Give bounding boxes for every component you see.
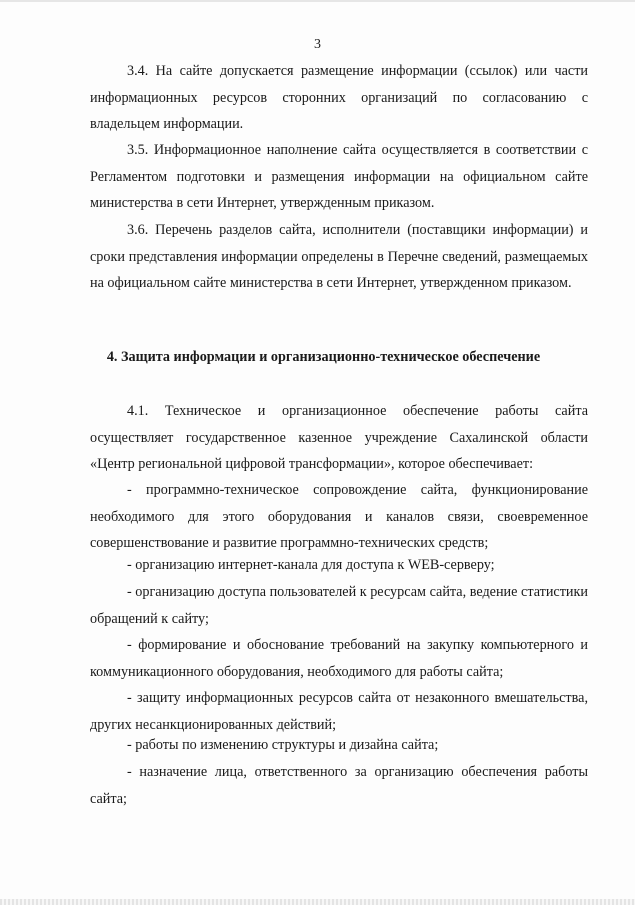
list-item-equipment-requirements: - формирование и обоснование требований на закупку компьютерного и коммуникационного оборудования, необходимого для работы сайта; [90,637,588,680]
paragraph-4-1: 4.1. Техническое и организационное обеспечение работы сайта осуществляет государственное казенное учреждение Сахалинской области «Центр региональной цифровой трансформации», которое обеспечивает: [90,403,588,473]
scan-top-edge [0,0,635,2]
section-heading: 4. Защита информации и организационно-техническое обеспечение [106,349,541,365]
page-number: 3 [314,37,321,52]
paragraph-3-4: 3.4. На сайте допускается размещение информации (ссылок) или части информационных ресурсов сторонних организаций по согласованию с владельцем информации. [90,63,588,133]
list-item-responsible-person: - назначение лица, ответственного за организацию обеспечения работы сайта; [90,764,588,807]
list-item-software-support: - программно-техническое сопровождение сайта, функционирование необходимого для этого оборудования и каналов связи, своевременное совершенствование и развитие программно-технических средств; [90,482,588,552]
paragraph-3-5: 3.5. Информационное наполнение сайта осуществляется в соответствии с Регламентом подготовки и размещения информации на официальном сайте министерства в сети Интернет, утвержденным приказом. [90,142,588,212]
list-item-structure-design: - работы по изменению структуры и дизайна сайта; [127,737,439,753]
paragraph-3-6: 3.6. Перечень разделов сайта, исполнители (поставщики информации) и сроки представления информации определены в Перечне сведений, размещаемых на официальном сайте министерства в сети Интернет, утвержденном приказом. [90,222,588,292]
list-item-internet-channel: - организацию интернет-канала для доступа к WEB-серверу; [127,557,495,573]
scan-bottom-edge [0,899,635,905]
list-item-user-access: - организацию доступа пользователей к ресурсам сайта, ведение статистики обращений к сайту; [90,584,588,627]
list-item-resource-protection: - защиту информационных ресурсов сайта от незаконного вмешательства, других несанкционированных действий; [90,690,588,733]
